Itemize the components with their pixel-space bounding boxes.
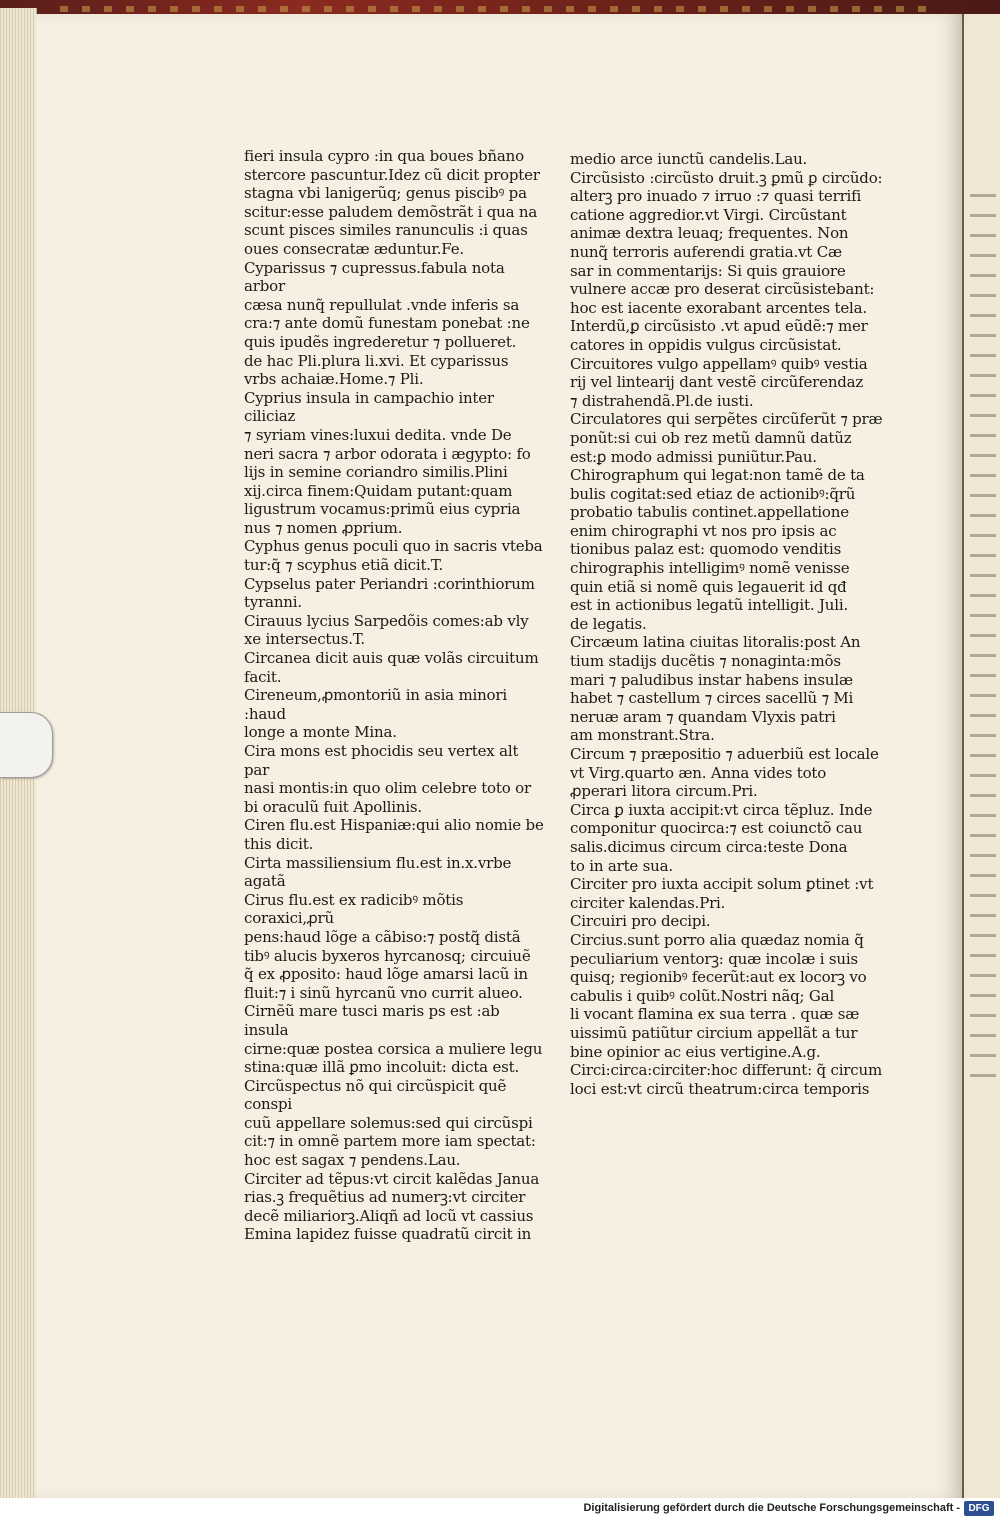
text-line: tium stadijs ducẽtis ⁊ nonaginta:mõs bbox=[570, 652, 841, 671]
text-line: Circũsisto :circũsto druit.ꝫ ꝑmũ ꝑ circũdo: bbox=[570, 168, 883, 187]
text-line: ponũt:si cui ob rez metũ damnũ datũz bbox=[570, 428, 852, 447]
text-line: enim chirographi vt nos pro ipsis ac bbox=[570, 521, 837, 540]
text-line: q̃ ex ꝓposito: haud lõge amarsi lacũ in bbox=[244, 965, 528, 984]
text-line: vrbs achaiæ.Home.⁊ Pli. bbox=[244, 370, 424, 389]
dfg-logo: DFG bbox=[964, 1501, 994, 1516]
footer-bar bbox=[0, 1498, 1000, 1520]
text-line: Cirus flu.est ex radicibꝰ mõtis coraxici,ꝓrũ bbox=[244, 890, 468, 928]
text-line: salis.dicimus circum circa:teste Dona bbox=[570, 837, 848, 856]
text-line: li vocant flamina ex sua terra . quæ sæ bbox=[570, 1005, 860, 1024]
text-line: nus ⁊ nomen ꝓprium. bbox=[244, 518, 403, 537]
text-line: ⁊ distrahendã.Pl.de iusti. bbox=[570, 391, 754, 410]
text-line: Circiter pro iuxta accipit solum ꝑtinet :vt bbox=[570, 875, 874, 894]
text-line: Ciren flu.est Hispaniæ:qui alio nomie be bbox=[244, 816, 544, 835]
text-line: bine opinior ac eius vertigine.A.g. bbox=[570, 1042, 821, 1061]
text-line: de legatis. bbox=[570, 614, 647, 633]
page-clip bbox=[0, 712, 53, 778]
facing-page-edge bbox=[962, 14, 1000, 1498]
text-line: de hac Pli.plura li.xvi. Et cyparissus bbox=[244, 351, 509, 370]
text-line: to in arte sua. bbox=[570, 856, 673, 875]
text-line: xij.circa finem:Quidam putant:quam bbox=[244, 481, 513, 500]
text-line: circiter kalendas.Pri. bbox=[570, 893, 726, 912]
text-line: Cyprius insula in campachio inter ciliciaz bbox=[244, 388, 499, 426]
text-line: Cirauus lycius Sarpedõis comes:ab vly bbox=[244, 611, 529, 630]
text-line: cæsa nunq̃ repullulat .vnde inferis sa bbox=[244, 295, 520, 314]
text-line: this dicit. bbox=[244, 834, 314, 853]
text-line: est in actionibus legatũ intelligit. Juli. bbox=[570, 596, 849, 615]
text-line: chirographis intelligimꝰ nomẽ venisse bbox=[570, 559, 850, 578]
text-line: est:ꝑ modo admissi puniũtur.Pau. bbox=[570, 447, 817, 466]
text-line: quisq; regionibꝰ fecerũt:aut ex locorꝫ vo bbox=[570, 968, 867, 987]
text-line: Circa ꝑ iuxta accipit:vt circa tẽpluz. Inde bbox=[570, 800, 873, 819]
text-line: stina:quæ illã ꝑmo incoluit: dicta est. bbox=[244, 1058, 520, 1077]
text-line: catione aggredior.vt Virgi. Circũstant bbox=[570, 205, 847, 224]
text-line: xe intersectus.T. bbox=[244, 630, 365, 649]
text-line: ꝓperari litora circum.Pri. bbox=[570, 782, 758, 801]
text-line: decẽ miliariorꝫ.Aliqñ ad locũ vt cassius bbox=[244, 1206, 534, 1225]
text-line: tibꝰ alucis byxeros hyrcanosq; circuiuẽ bbox=[244, 946, 531, 965]
text-line: alterꝫ pro inuado ⁊ irruo :⁊ quasi terrifi bbox=[570, 187, 862, 206]
text-line: neruæ aram ⁊ quandam Vlyxis patri bbox=[570, 707, 836, 726]
text-line: facit. bbox=[244, 667, 282, 686]
text-line: Circulatores qui serpẽtes circũferũt ⁊ præ bbox=[570, 410, 883, 429]
text-line: pens:haud lõge a cãbiso:⁊ postq̃ distã bbox=[244, 927, 521, 946]
text-line: fluit:⁊ i sinũ hyrcanũ vno currit alueo. bbox=[244, 983, 523, 1002]
text-line: tionibus palaz est: quomodo venditis bbox=[570, 540, 842, 559]
text-line: peculiarium ventorꝫ: quæ incolæ i suis bbox=[570, 949, 858, 968]
text-line: loci est:vt circũ theatrum:circa temporis bbox=[570, 1079, 870, 1098]
text-line: stagna vbi lanigerũq; genus piscibꝰ pa bbox=[244, 184, 527, 203]
text-line: quis ipudẽs ingrederetur ⁊ pollueret. bbox=[244, 332, 517, 351]
text-line: probatio tabulis continet.appellatione bbox=[570, 503, 849, 522]
text-line: stercore pascuntur.Idez cũ dicit propter bbox=[244, 165, 540, 184]
text-line: mari ⁊ paludibus instar habens insulæ bbox=[570, 670, 853, 689]
text-line: tur:q̃ ⁊ scyphus etiã dicit.T. bbox=[244, 556, 444, 575]
text-line: Circũspectus nõ qui circũspicit quẽ conspi bbox=[244, 1076, 511, 1114]
text-line: catores in oppidis vulgus circũsistat. bbox=[570, 335, 842, 354]
text-line: componitur quocirca:⁊ est coiunctõ cau bbox=[570, 819, 863, 838]
text-line: cit:⁊ in omnẽ partem more iam spectat: bbox=[244, 1132, 536, 1151]
text-line: quin etiã si nomẽ quis legauerit id qđ bbox=[570, 577, 847, 596]
text-line: Cirnẽũ mare tusci maris ps est :ab insula bbox=[244, 1002, 505, 1039]
text-line: vt Virg.quarto æn. Anna vides toto bbox=[570, 763, 827, 782]
text-line: Chirographum qui legat:non tamẽ de ta bbox=[570, 466, 865, 485]
text-line: scunt pisces similes ranunculis :i quas bbox=[244, 221, 528, 240]
text-line: Cyparissus ⁊ cupressus.fabula nota arbor bbox=[244, 258, 510, 296]
text-line: rij vel lintearij dant vestẽ circũferendaz bbox=[570, 373, 864, 392]
text-line: Circi:circa:circiter:hoc differunt: q̃ circum bbox=[570, 1061, 882, 1080]
funding-credit: Digitalisierung gefördert durch die Deutsche Forschungsgemeinschaft - bbox=[583, 1502, 960, 1514]
text-line: ligustrum vocamus:primũ eius cypria bbox=[244, 500, 521, 519]
text-line: scitur:esse paludem demõstrãt i qua na bbox=[244, 202, 538, 221]
text-line: medio arce iunctũ candelis.Lau. bbox=[570, 150, 808, 168]
text-line: Cireneum,ꝓmontoriũ in asia minori :haud bbox=[244, 686, 512, 723]
text-line: neri sacra ⁊ arbor odorata i ægypto: fo bbox=[244, 444, 531, 463]
text-line: Circuitores vulgo appellamꝰ quibꝰ vestia bbox=[570, 354, 868, 373]
text-line: hoc est iacente exorabant arcentes tela. bbox=[570, 298, 867, 317]
text-line: Cirta massiliensium flu.est in.x.vrbe agatã bbox=[244, 853, 516, 891]
text-line: fieri insula cypro :in qua boues bñano bbox=[244, 147, 524, 165]
text-line: Emina lapidez fuisse quadratũ circit in bbox=[244, 1225, 532, 1244]
text-line: bi oraculũ fuit Apollinis. bbox=[244, 797, 422, 816]
text-line: habet ⁊ castellum ⁊ circes sacellũ ⁊ Mi bbox=[570, 689, 854, 708]
text-line: rias.ꝫ frequẽtius ad numerꝫ:vt circiter bbox=[244, 1188, 526, 1207]
text-line: cuũ appellare solemus:sed qui circũspi bbox=[244, 1113, 533, 1132]
text-line: nunq̃ terroris auferendi gratia.vt Cæ bbox=[570, 242, 842, 261]
text-line: Circius.sunt porro alia quædaz nomia q̃ bbox=[570, 930, 864, 949]
text-line: oues consecratæ æduntur.Fe. bbox=[244, 239, 464, 258]
text-line: Interdũ,ꝑ circũsisto .vt apud eũdẽ:⁊ mer bbox=[570, 317, 868, 336]
text-line: Circiter ad tẽpus:vt circit kalẽdas Janua bbox=[244, 1169, 540, 1188]
text-line: nasi montis:in quo olim celebre toto or bbox=[244, 779, 531, 798]
text-line: Circum ⁊ præpositio ⁊ aduerbiũ est locale bbox=[570, 745, 879, 763]
text-line: Circanea dicit auis quæ volãs circuitum bbox=[244, 649, 539, 668]
text-line: lijs in semine coriandro similis.Plini bbox=[244, 463, 508, 482]
text-line: cirne:quæ postea corsica a muliere legu bbox=[244, 1039, 543, 1058]
text-line: animæ dextra leuaq; frequentes. Non bbox=[570, 224, 849, 243]
text-line: vulnere accæ pro deserat circũsistebant: bbox=[570, 280, 875, 299]
text-line: Cyphus genus poculi quo in sacris vteba bbox=[244, 537, 543, 556]
text-line: bulis cogitat:sed etiaz de actionibꝰ:q̃rũ bbox=[570, 484, 856, 503]
text-line: cabulis i quibꝰ colũt.Nostri nãq; Gal bbox=[570, 986, 835, 1005]
text-line: hoc est sagax ⁊ pendens.Lau. bbox=[244, 1151, 461, 1170]
text-line: uissimũ patiũtur circium appellãt a tur bbox=[570, 1023, 858, 1042]
text-line: Circæum latina ciuitas litoralis:post An bbox=[570, 633, 861, 652]
text-line: cra:⁊ ante domũ funestam ponebat :ne bbox=[244, 314, 530, 333]
right-text-column bbox=[570, 150, 895, 1098]
text-line: tyranni. bbox=[244, 593, 302, 612]
text-line: ⁊ syriam vines:luxui dedita. vnde De bbox=[244, 425, 512, 444]
text-line: Circuiri pro decipi. bbox=[570, 912, 711, 931]
text-line: Cira mons est phocidis seu vertex alt par bbox=[244, 742, 523, 779]
text-line: Cypselus pater Periandri :corinthiorum bbox=[244, 574, 535, 593]
text-line: sar in commentarijs: Si quis grauiore bbox=[570, 261, 846, 280]
text-line: longe a monte Mina. bbox=[244, 723, 397, 742]
left-text-column bbox=[244, 147, 544, 1244]
text-line: am monstrant.Stra. bbox=[570, 726, 715, 745]
facing-page-text-bleed bbox=[970, 194, 996, 1094]
